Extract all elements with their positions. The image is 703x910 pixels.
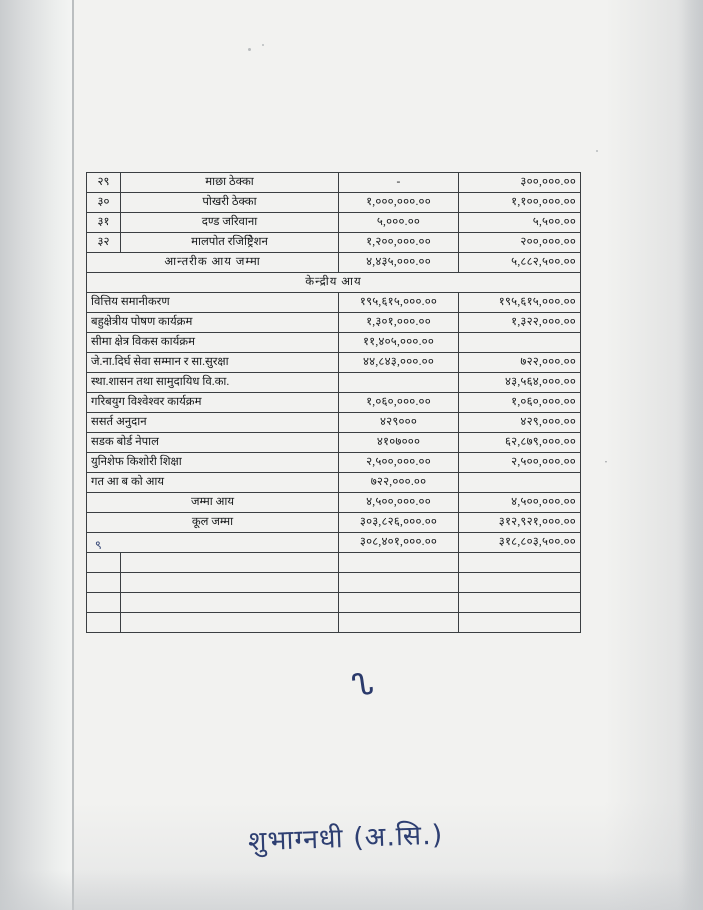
blank-cell: [459, 613, 581, 633]
row-amount-1: १,०००,०००.००: [339, 193, 459, 213]
table-row: [87, 213, 581, 233]
blank-cell: [121, 553, 339, 573]
table-row: [87, 393, 581, 413]
blank-cell: [459, 573, 581, 593]
table-row: [87, 353, 581, 373]
row-description: दण्ड जरिवाना: [121, 213, 339, 233]
row-amount-1: ७२२,०००.००: [339, 473, 459, 493]
row-description: गत आ ब को आय: [87, 473, 339, 493]
row-amount-1: ५,०००.००: [339, 213, 459, 233]
row-serial: ३१: [87, 213, 121, 233]
row-description: माछा ठेक्का: [121, 173, 339, 193]
table-row: [87, 373, 581, 393]
row-serial: ३२: [87, 233, 121, 253]
row-description: वित्तिय समानीकरण: [87, 293, 339, 313]
row-amount-1: [339, 373, 459, 393]
section-header-label: केन्द्रीय आय: [87, 273, 581, 293]
table-row: [87, 473, 581, 493]
table-row: [87, 433, 581, 453]
table-row: [87, 333, 581, 353]
blank-cell: [121, 593, 339, 613]
blank-cell: [339, 593, 459, 613]
row-description: गरिबयुग विश्वेश्वर कार्यक्रम: [87, 393, 339, 413]
row-amount-2: ७२२,०००.००: [459, 353, 581, 373]
row-amount-2: १,३२२,०००.००: [459, 313, 581, 333]
blank-cell: [87, 553, 121, 573]
paper-speck: [596, 150, 598, 152]
blank-cell: [339, 613, 459, 633]
blank-cell: [339, 553, 459, 573]
handwritten-bottom-note: शुभाग्नधी (अ.सि.): [247, 819, 444, 858]
table-row: [87, 453, 581, 473]
total-amount-1: ३०३,८२६,०००.००: [339, 513, 459, 533]
table-row-total: [87, 493, 581, 513]
blank-cell: [87, 613, 121, 633]
row-amount-2: ४२९,०००.००: [459, 413, 581, 433]
row-serial: २९: [87, 173, 121, 193]
page-binding-shadow: [0, 0, 74, 910]
total-amount-2: ३१२,९२१,०००.००: [459, 513, 581, 533]
row-amount-1: ४१०७०००: [339, 433, 459, 453]
blank-cell: [87, 593, 121, 613]
row-amount-2: ६२,८७९,०००.००: [459, 433, 581, 453]
blank-cell: [339, 573, 459, 593]
row-description: मालपोत रजिष्ट्रिेशन: [121, 233, 339, 253]
row-description: बहुक्षेत्रीय पोषण कार्यक्रम: [87, 313, 339, 333]
blank-cell: [87, 573, 121, 593]
row-amount-2: २,५००,०००.००: [459, 453, 581, 473]
table-row: [87, 413, 581, 433]
handwritten-signature: ᔐ: [349, 666, 373, 705]
row-description: सीमा क्षेत्र विकस कार्यक्रम: [87, 333, 339, 353]
table-row: [87, 193, 581, 213]
grand-total-amount-2: ३१८,८०३,५००.००: [459, 533, 581, 553]
grand-total-amount-1: ३०८,४०१,०००.००: [339, 533, 459, 553]
subtotal-amount-1: ४,४३५,०००.००: [339, 253, 459, 273]
row-amount-2: ५,५००.००: [459, 213, 581, 233]
row-description: सडक बोर्ड नेपाल: [87, 433, 339, 453]
table-row: [87, 313, 581, 333]
subtotal-amount-2: ५,८८२,५००.००: [459, 253, 581, 273]
row-description: स्था.शासन तथा सामुदायिध वि.का.: [87, 373, 339, 393]
page-bottom-shadow: [0, 870, 703, 910]
table-row: [87, 233, 581, 253]
row-amount-2: २००,०००.००: [459, 233, 581, 253]
row-amount-1: ११,४०५,०००.००: [339, 333, 459, 353]
table-row-blank: [87, 573, 581, 593]
row-amount-1: २,५००,०००.००: [339, 453, 459, 473]
table-row-blank: [87, 553, 581, 573]
row-description: ससर्त अनुदान: [87, 413, 339, 433]
row-serial: ३०: [87, 193, 121, 213]
blank-cell: [121, 613, 339, 633]
grand-total-label: [87, 533, 339, 553]
page-edge-mark: ᐧ: [598, 460, 611, 463]
page-right-shadow: [677, 0, 703, 910]
row-amount-2: ३००,०००.००: [459, 173, 581, 193]
income-table: [86, 172, 581, 633]
row-amount-2: १,१००,०००.००: [459, 193, 581, 213]
row-amount-1: ४४,८४३,०००.००: [339, 353, 459, 373]
row-description: पोखरी ठेक्का: [121, 193, 339, 213]
table-row-subtotal: [87, 253, 581, 273]
row-amount-1: १,३०१,०००.००: [339, 313, 459, 333]
paper-speck: [262, 44, 264, 46]
table-row-total: [87, 513, 581, 533]
row-amount-2: १९५,६१५,०००.००: [459, 293, 581, 313]
table-row-blank: [87, 593, 581, 613]
row-amount-1: १,०६०,०००.००: [339, 393, 459, 413]
table-row-blank: [87, 613, 581, 633]
table-row: [87, 293, 581, 313]
row-amount-1: ४२९०००: [339, 413, 459, 433]
table-section-header: [87, 273, 581, 293]
row-amount-1: -: [339, 173, 459, 193]
subtotal-label: आन्तरीक आय जम्मा: [87, 253, 339, 273]
row-description: युनिशेफ किशोरी शिक्षा: [87, 453, 339, 473]
total-amount-2: ४,५००,०००.००: [459, 493, 581, 513]
paper-speck: [248, 48, 251, 51]
table-row-grand-total: [87, 533, 581, 553]
total-amount-1: ४,५००,०००.००: [339, 493, 459, 513]
blank-cell: [459, 553, 581, 573]
row-amount-2: [459, 473, 581, 493]
blank-cell: [121, 573, 339, 593]
row-amount-2: [459, 333, 581, 353]
total-label: कूल जम्मा: [87, 513, 339, 533]
handwritten-margin-mark: ९: [93, 537, 103, 553]
row-amount-1: १९५,६१५,०००.००: [339, 293, 459, 313]
row-amount-1: १,२००,०००.००: [339, 233, 459, 253]
row-amount-2: ४३,५६४,०००.००: [459, 373, 581, 393]
table-row: [87, 173, 581, 193]
blank-cell: [459, 593, 581, 613]
total-label: जम्मा आय: [87, 493, 339, 513]
page-binding-edge: [72, 0, 74, 910]
row-description: जे.ना.दिर्घ सेवा सम्मान र सा.सुरक्षा: [87, 353, 339, 373]
row-amount-2: १,०६०,०००.००: [459, 393, 581, 413]
